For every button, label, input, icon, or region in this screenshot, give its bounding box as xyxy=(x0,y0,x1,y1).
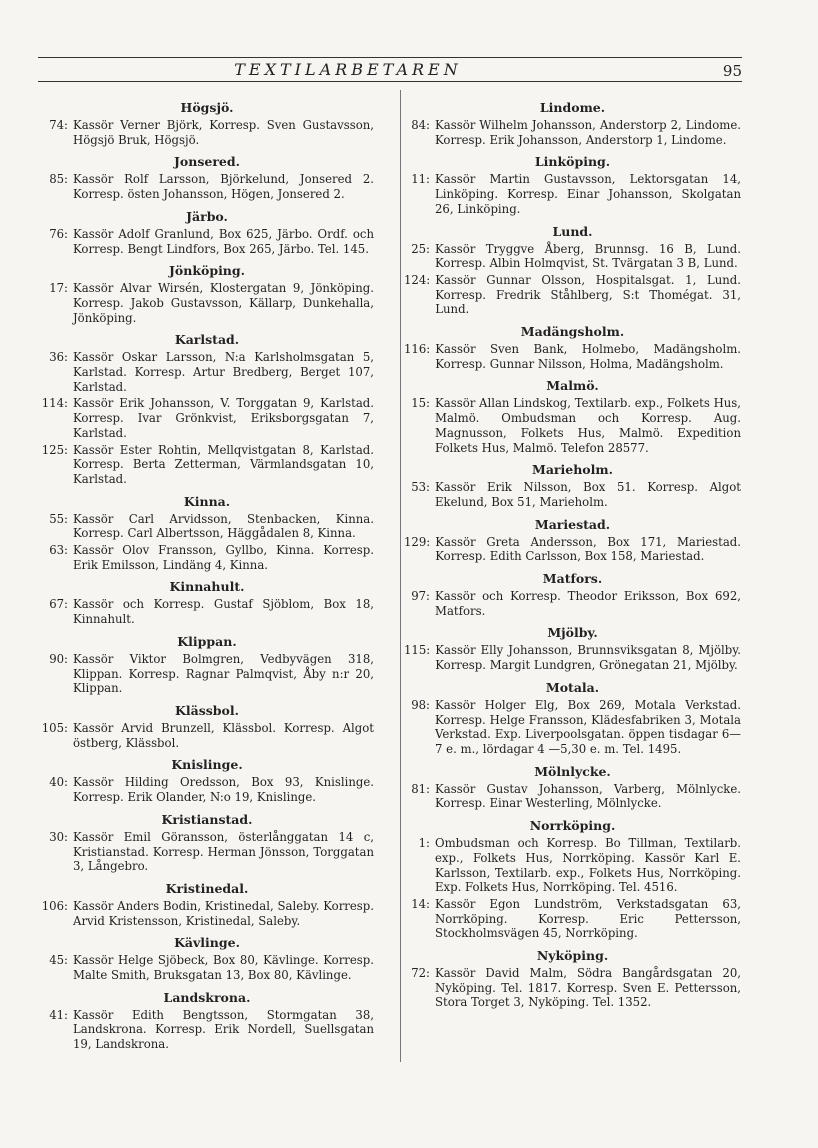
branch-number: 125: xyxy=(41,442,68,457)
town-heading: Kinna. xyxy=(183,493,231,509)
branch-number: 67: xyxy=(49,597,68,612)
entry-text: Kassör Gustav Johansson, Varberg, Mölnlycke. Korresp. Einar Westerling, Mölnlycke. xyxy=(435,781,741,811)
branch-number: 30: xyxy=(49,829,68,844)
branch-number: 116: xyxy=(404,342,431,357)
branch-number: 85: xyxy=(49,172,68,187)
entry-text: Kassör Hilding Oredsson, Box 93, Knislinge. Korresp. Erik Olander, N:o 19, Knislinge. xyxy=(73,775,374,805)
directory-entry xyxy=(404,342,741,371)
page-number: 95 xyxy=(722,62,742,80)
entry-text: Kassör Erik Johansson, V. Torggatan 9, Karlstad. Korresp. Ivar Grönkvist, Eriksborgsgatan 7, Karlstad. xyxy=(73,396,374,440)
branch-number: 14: xyxy=(411,896,430,911)
entry-text: Kassör Egon Lundström, Verkstadsgatan 63, Norrköping. Korresp. Eric Pettersson, Stockholmsvägen 45, Norrköping. xyxy=(435,896,741,941)
entry-text: Kassör Gunnar Olsson, Hospitalsgat. 1, Lund. Korresp. Fredrik Ståhlberg, S:t Thomégat. 31, Lund. xyxy=(435,272,741,317)
town-heading: Mölnlycke. xyxy=(534,763,611,779)
directory-entry xyxy=(40,1008,374,1052)
town-heading: Madängsholm. xyxy=(520,324,625,340)
directory-entry xyxy=(40,830,374,874)
directory-entry xyxy=(404,966,741,1010)
branch-number: 11: xyxy=(411,172,430,187)
right-column xyxy=(404,100,741,1012)
entry-text: Kassör Greta Andersson, Box 171, Mariestad. Korresp. Edith Carlsson, Box 158, Mariestad. xyxy=(435,534,741,564)
directory-entry xyxy=(40,350,374,394)
town-heading: Kristianstad. xyxy=(161,811,253,827)
town-heading: Knislinge. xyxy=(171,757,243,773)
entry-text: Kassör Allan Lindskog, Textilarb. exp., Folkets Hus, Malmö. Ombudsman och Korresp. Aug. Magnusson, Folkets Hus, Malmö. Expedition Folkets Hus, Malmö. Telefon 28577. xyxy=(435,396,741,455)
branch-number: 84: xyxy=(411,118,430,132)
town-heading: Kävlinge. xyxy=(174,935,240,951)
directory-entry xyxy=(40,118,374,147)
column-divider xyxy=(400,90,401,1062)
directory-entry xyxy=(40,775,374,804)
branch-number: 72: xyxy=(411,966,430,981)
directory-entry xyxy=(40,281,374,325)
town-heading: Jönköping. xyxy=(168,263,245,279)
directory-entry xyxy=(40,597,374,626)
directory-entry xyxy=(404,589,741,618)
entry-text: Kassör Sven Bank, Holmebo, Madängsholm. Korresp. Gunnar Nilsson, Holma, Madängsholm. xyxy=(435,342,741,371)
entry-text: Kassör Adolf Granlund, Box 625, Järbo. Ordf. och Korresp. Bengt Lindfors, Box 265, Järbo. Tel. 145. xyxy=(73,226,374,256)
directory-entry xyxy=(40,512,374,541)
town-heading: Klippan. xyxy=(177,633,237,649)
left-column xyxy=(40,100,374,1054)
directory-entry xyxy=(40,172,374,201)
header-rule-top xyxy=(38,57,742,58)
entry-text: Kassör Anders Bodin, Kristinedal, Saleby. Korresp. Arvid Kristensson, Kristinedal, Saleby. xyxy=(73,898,374,928)
branch-number: 129: xyxy=(404,534,431,549)
directory-entry xyxy=(40,543,374,572)
entry-text: Kassör Alvar Wirsén, Klostergatan 9, Jönköping. Korresp. Jakob Gustavsson, Källarp, Dunkehalla, Jönköping. xyxy=(73,281,374,325)
branch-number: 81: xyxy=(411,781,430,796)
header-rule-bottom xyxy=(38,81,742,82)
town-heading: Linköping. xyxy=(534,154,611,170)
branch-number: 76: xyxy=(49,226,68,241)
directory-entry xyxy=(404,480,741,509)
branch-number: 106: xyxy=(41,898,68,913)
entry-text: Kassör Emil Göransson, österlånggatan 14 c, Kristianstad. Korresp. Herman Jönsson, Torggatan 3, Långebro. xyxy=(73,829,374,874)
entry-text: Kassör Verner Björk, Korresp. Sven Gustavsson, Högsjö Bruk, Högsjö. xyxy=(73,118,374,147)
branch-number: 41: xyxy=(49,1007,68,1022)
town-heading: Norrköping. xyxy=(529,818,616,834)
town-heading: Mjölby. xyxy=(547,625,598,641)
branch-number: 15: xyxy=(411,396,430,411)
entry-text: Kassör Ester Rohtin, Mellqvistgatan 8, Karlstad. Korresp. Berta Zetterman, Värmlandsgatan 10, Karlstad. xyxy=(73,442,374,486)
branch-number: 97: xyxy=(411,589,430,604)
branch-number: 115: xyxy=(404,643,431,658)
town-heading: Jonsered. xyxy=(174,154,240,170)
town-heading: Malmö. xyxy=(546,378,599,394)
entry-text: Kassör Wilhelm Johansson, Anderstorp 2, Lindome. Korresp. Erik Johansson, Anderstorp 1, Lindome. xyxy=(435,118,741,147)
town-heading: Kinnahult. xyxy=(169,579,245,595)
branch-number: 114: xyxy=(41,396,68,411)
branch-number: 25: xyxy=(411,241,430,256)
entry-text: Kassör Erik Nilsson, Box 51. Korresp. Algot Ekelund, Box 51, Marieholm. xyxy=(435,480,741,509)
entry-text: Kassör Holger Elg, Box 269, Motala Verkstad. Korresp. Helge Fransson, Klädesfabriken 3, Motala Verkstad. Exp. Liverpoolsgatan. öppen tisdagar 6—7 e. m., lördagar 4 —5,30 e. m. Tel. 1495. xyxy=(435,697,741,756)
directory-entry xyxy=(40,443,374,487)
journal-title: TEXTILARBETAREN xyxy=(234,60,462,79)
entry-text: Kassör och Korresp. Theodor Eriksson, Box 692, Matfors. xyxy=(435,589,741,618)
branch-number: 124: xyxy=(404,272,431,287)
directory-entry xyxy=(40,953,374,982)
directory-entry xyxy=(40,652,374,696)
branch-number: 55: xyxy=(49,511,68,526)
entry-text: Kassör Carl Arvidsson, Stenbacken, Kinna. Korresp. Carl Albertsson, Häggådalen 8, Kinna. xyxy=(73,511,374,541)
directory-entry xyxy=(404,242,741,271)
branch-number: 53: xyxy=(411,480,430,495)
branch-number: 40: xyxy=(49,775,68,790)
directory-entry xyxy=(404,535,741,564)
directory-entry xyxy=(404,273,741,317)
branch-number: 74: xyxy=(49,118,68,132)
branch-number: 45: xyxy=(49,953,68,968)
entry-text: Kassör Arvid Brunzell, Klässbol. Korresp. Algot östberg, Klässbol. xyxy=(73,720,374,750)
town-heading: Lund. xyxy=(552,223,593,239)
town-heading: Matfors. xyxy=(542,571,603,587)
entry-text: Kassör Helge Sjöbeck, Box 80, Kävlinge. Korresp. Malte Smith, Bruksgatan 13, Box 80, Kävlinge. xyxy=(73,953,374,983)
town-heading: Järbo. xyxy=(186,208,228,224)
directory-entry xyxy=(404,897,741,941)
directory-entry xyxy=(404,782,741,811)
town-heading: Högsjö. xyxy=(180,100,234,115)
directory-entry xyxy=(40,721,374,750)
entry-text: Kassör Rolf Larsson, Björkelund, Jonsered 2. Korresp. östen Johansson, Högen, Jonsered 2. xyxy=(73,172,374,202)
entry-text: Kassör Tryggve Åberg, Brunnsg. 16 B, Lund. Korresp. Albin Holmqvist, St. Tvärgatan 3 B, Lund. xyxy=(435,241,741,271)
town-heading: Landskrona. xyxy=(163,989,251,1005)
entry-text: Kassör Olov Fransson, Gyllbo, Kinna. Korresp. Erik Emilsson, Lindäng 4, Kinna. xyxy=(73,543,374,572)
entry-text: Kassör Edith Bengtsson, Stormgatan 38, Landskrona. Korresp. Erik Nordell, Suellsgatan 19, Landskrona. xyxy=(73,1007,374,1052)
town-heading: Motala. xyxy=(545,679,600,695)
entry-text: Ombudsman och Korresp. Bo Tillman, Textilarb. exp., Folkets Hus, Norrköping. Kassör Karl E. Karlsson, Textilarb. exp., Folkets Hus, Norrköping. Exp. Folkets Hus, Norrköping. Tel. 4516. xyxy=(435,836,741,895)
directory-entry xyxy=(404,643,741,672)
town-heading: Lindome. xyxy=(539,100,606,115)
branch-number: 17: xyxy=(49,281,68,296)
town-heading: Marieholm. xyxy=(532,462,613,478)
branch-number: 98: xyxy=(411,697,430,712)
branch-number: 36: xyxy=(49,350,68,365)
town-heading: Mariestad. xyxy=(534,516,611,532)
branch-number: 63: xyxy=(49,543,68,558)
directory-entry xyxy=(404,836,741,895)
entry-text: Kassör Martin Gustavsson, Lektorsgatan 14, Linköping. Korresp. Einar Johansson, Skolgatan 26, Linköping. xyxy=(435,172,741,216)
branch-number: 1: xyxy=(418,836,430,851)
directory-entry xyxy=(40,396,374,440)
directory-entry xyxy=(40,899,374,928)
entry-text: Kassör Oskar Larsson, N:a Karlsholmsgatan 5, Karlstad. Korresp. Artur Bredberg, Berget 107, Karlstad. xyxy=(73,350,374,394)
directory-entry xyxy=(404,118,741,147)
directory-entry xyxy=(404,396,741,455)
directory-entry xyxy=(404,698,741,757)
branch-number: 105: xyxy=(41,720,68,735)
town-heading: Klässbol. xyxy=(175,702,239,718)
page-header xyxy=(38,52,742,82)
branch-number: 90: xyxy=(49,651,68,666)
entry-text: Kassör och Korresp. Gustaf Sjöblom, Box 18, Kinnahult. xyxy=(73,597,374,627)
town-heading: Kristinedal. xyxy=(165,880,249,896)
town-heading: Karlstad. xyxy=(174,332,240,348)
entry-text: Kassör Elly Johansson, Brunnsviksgatan 8, Mjölby. Korresp. Margit Lundgren, Grönegatan 21, Mjölby. xyxy=(435,643,741,673)
entry-text: Kassör David Malm, Södra Bangårdsgatan 20, Nyköping. Tel. 1817. Korresp. Sven E. Pettersson, Stora Torget 3, Nyköping. Tel. 1352. xyxy=(435,966,741,1010)
directory-entry xyxy=(40,227,374,256)
directory-entry xyxy=(404,172,741,216)
town-heading: Nyköping. xyxy=(536,948,609,964)
entry-text: Kassör Viktor Bolmgren, Vedbyvägen 318, Klippan. Korresp. Ragnar Palmqvist, Åby n:r 20, Klippan. xyxy=(73,651,374,696)
